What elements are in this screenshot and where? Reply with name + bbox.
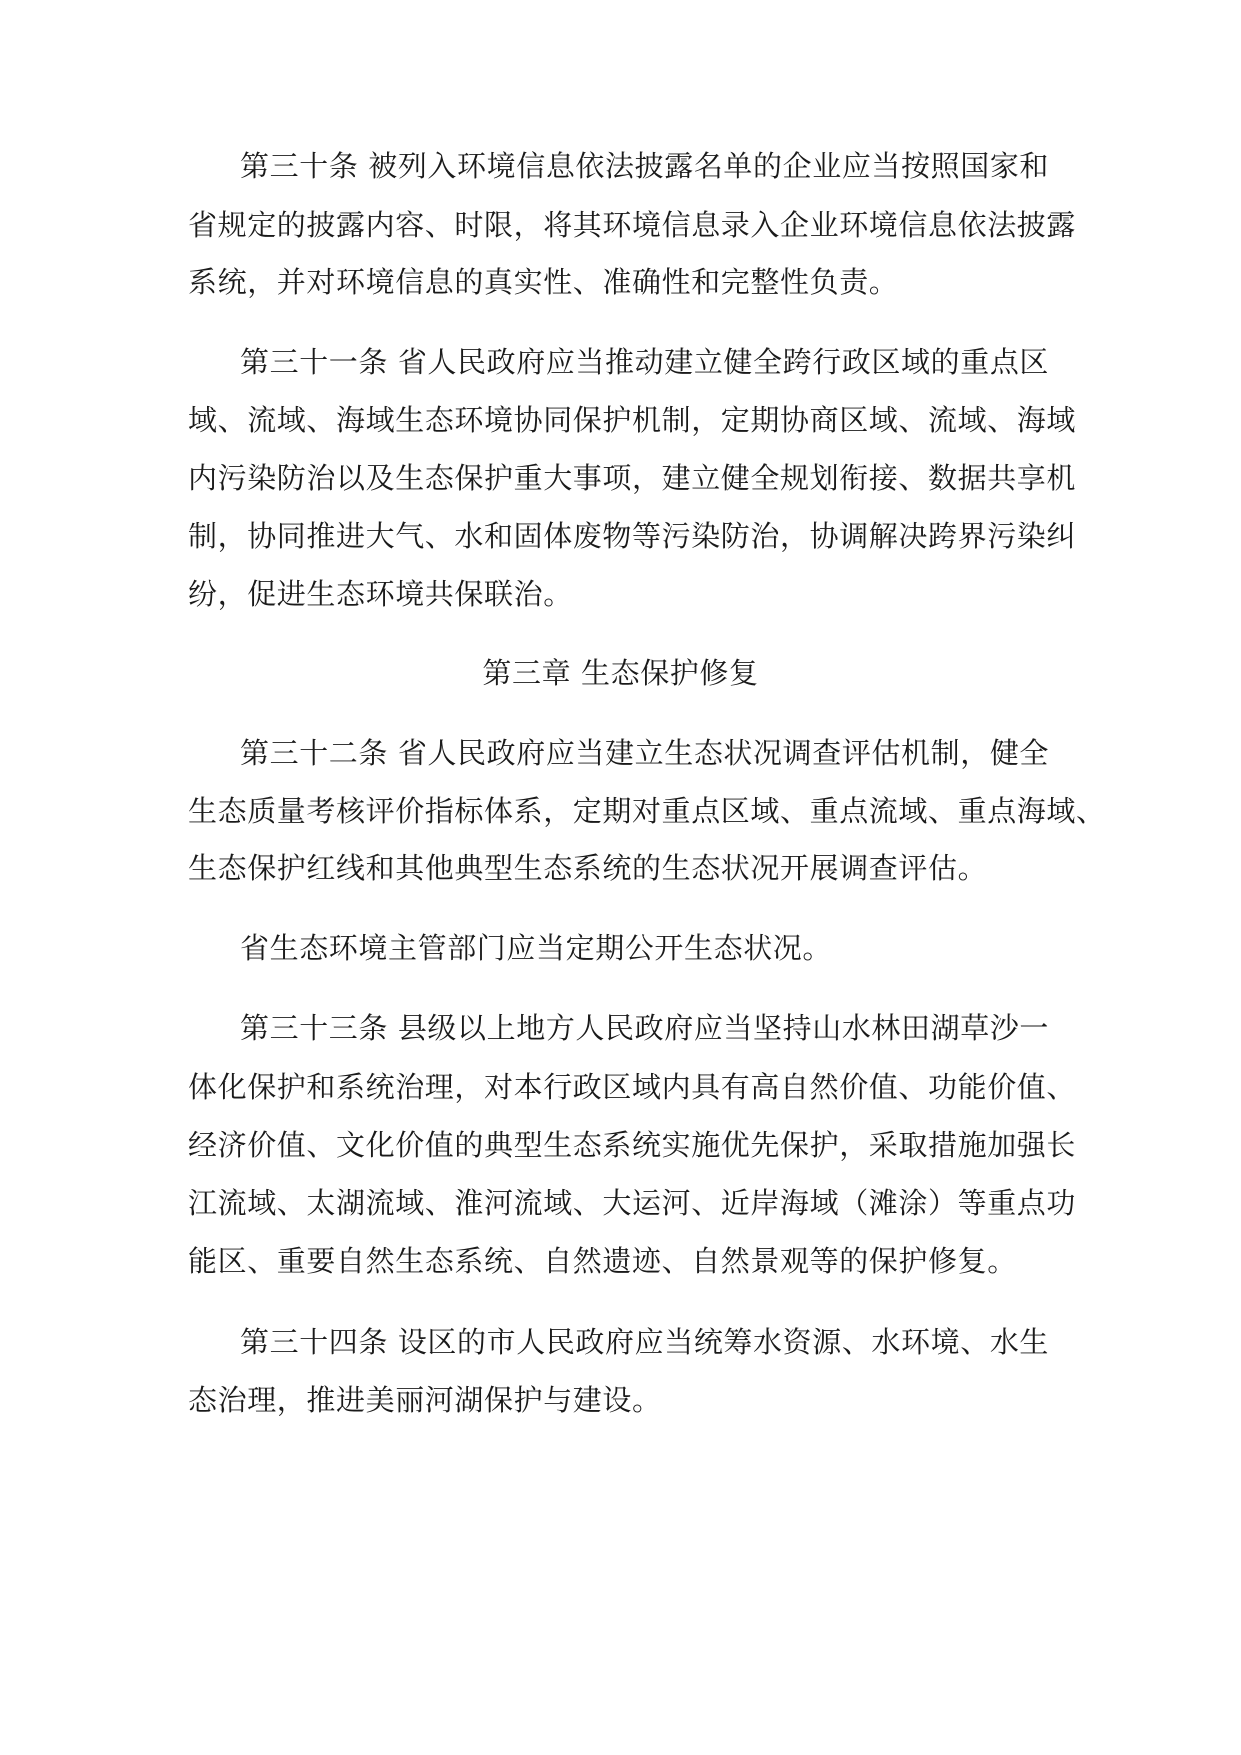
article-30-line-1: 第三十条 被列入环境信息依法披露名单的企业应当按照国家和	[240, 149, 1050, 183]
article-31-line-2: 域、流域、海域生态环境协同保护机制，定期协商区域、流域、海域	[188, 403, 1077, 437]
article-31-line-1: 第三十一条 省人民政府应当推动建立健全跨行政区域的重点区	[240, 345, 1050, 379]
article-34-line-1: 第三十四条 设区的市人民政府应当统筹水资源、水环境、水生	[240, 1325, 1050, 1359]
article-32-line-1: 第三十二条 省人民政府应当建立生态状况调查评估机制，健全	[240, 736, 1050, 770]
article-33-line-4: 江流域、太湖流域、淮河流域、大运河、近岸海域（滩涂）等重点功	[188, 1186, 1077, 1220]
article-32-line-3: 生态保护红线和其他典型生态系统的生态状况开展调查评估。	[188, 851, 988, 885]
article-33-line-5: 能区、重要自然生态系统、自然遗迹、自然景观等的保护修复。	[188, 1244, 1017, 1278]
article-33-line-1: 第三十三条 县级以上地方人民政府应当坚持山水林田湖草沙一	[240, 1011, 1050, 1045]
article-30-line-3: 系统，并对环境信息的真实性、准确性和完整性负责。	[188, 265, 899, 299]
article-31-line-4: 制，协同推进大气、水和固体废物等污染防治，协调解决跨界污染纠	[188, 519, 1077, 553]
article-30-line-2: 省规定的披露内容、时限，将其环境信息录入企业环境信息依法披露	[188, 208, 1077, 242]
article-32-paragraph-2: 省生态环境主管部门应当定期公开生态状况。	[240, 931, 833, 965]
chapter-3-heading: 第三章 生态保护修复	[482, 656, 759, 690]
article-34-line-2: 态治理，推进美丽河湖保护与建设。	[188, 1383, 662, 1417]
article-33-line-2: 体化保护和系统治理，对本行政区域内具有高自然价值、功能价值、	[188, 1070, 1077, 1104]
article-32-line-2: 生态质量考核评价指标体系，定期对重点区域、重点流域、重点海域、	[188, 794, 1106, 828]
article-31-line-3: 内污染防治以及生态保护重大事项，建立健全规划衔接、数据共享机	[188, 461, 1077, 495]
article-31-line-5: 纷，促进生态环境共保联治。	[188, 577, 573, 611]
article-33-line-3: 经济价值、文化价值的典型生态系统实施优先保护，采取措施加强长	[188, 1128, 1077, 1162]
